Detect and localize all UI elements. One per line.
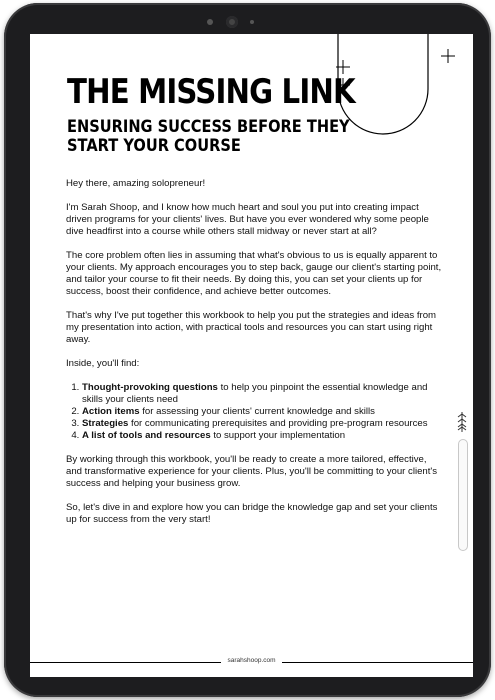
document-page[interactable] [30, 34, 473, 677]
greeting: Hey there, amazing solopreneur! [66, 178, 206, 189]
list-item [82, 406, 444, 418]
paragraph-outcome: By working through this workbook, you'll be ready to create a more tailored, effective, and transformative experience for your clients. Plus, you'll be committing to your client's success and helping your business grow. [66, 454, 438, 489]
camera-bar [4, 15, 491, 31]
list-item-text: for assessing your clients' current knowledge and skills [139, 406, 375, 417]
list-item [82, 430, 444, 442]
list-item-bold: Strategies [82, 418, 129, 429]
list-item [82, 418, 444, 430]
page-subtitle [67, 118, 350, 156]
subtitle-line-2: START YOUR COURSE [67, 136, 241, 156]
list-item-text: for communicating prerequisites and providing pre-program resources [128, 418, 428, 429]
scrollbar[interactable] [458, 439, 468, 551]
list-item-bold: A list of tools and resources [82, 430, 211, 441]
contents-list [66, 382, 444, 442]
paragraph-workbook: That's why I've put together this workbook to help you put the strategies and ideas from my presentation into action, with practical tools and resources you can start using right away. [66, 310, 437, 345]
paragraph-closing: So, let's dive in and explore how you can bridge the knowledge gap and set your clients up for success from the very start! [66, 502, 438, 525]
footer [30, 657, 473, 664]
list-item [82, 382, 444, 406]
inside-intro: Inside, you'll find: [66, 358, 140, 369]
subtitle-line-1: ENSURING SUCCESS BEFORE THEY [67, 117, 350, 137]
sensor-dot-small [250, 20, 254, 24]
list-item-bold: Thought-provoking questions [82, 382, 218, 393]
sparkle-icon [441, 49, 455, 63]
scroll-grip-icon[interactable] [456, 412, 468, 432]
camera-lens [226, 16, 238, 28]
sensor-dot [207, 19, 213, 25]
list-item-text: to help you pinpoint the essential knowledge and skills your clients need [82, 382, 428, 405]
paragraph-intro: I'm Sarah Shoop, and I know how much heart and soul you put into creating impact driven programs for your clients' lives. But have you ever wondered why some people dive headfirst into a course while others stall midway or never start at all? [66, 202, 429, 237]
list-item-bold: Action items [82, 406, 140, 417]
page-title: THE MISSING LINK [67, 72, 355, 112]
paragraph-problem: The core problem often lies in assuming that what's obvious to us is equally apparent to your clients. My approach encourages you to step back, gauge our client's starting point, and tailor your course to fit their needs. By doing this, you can set your clients up for success, boost their confidence, and achieve better outcomes. [66, 250, 442, 297]
document-body [66, 178, 444, 538]
tablet-device [4, 3, 491, 697]
footer-url[interactable]: sarahshoop.com [221, 657, 281, 664]
list-item-text: to support your implementation [210, 430, 346, 441]
